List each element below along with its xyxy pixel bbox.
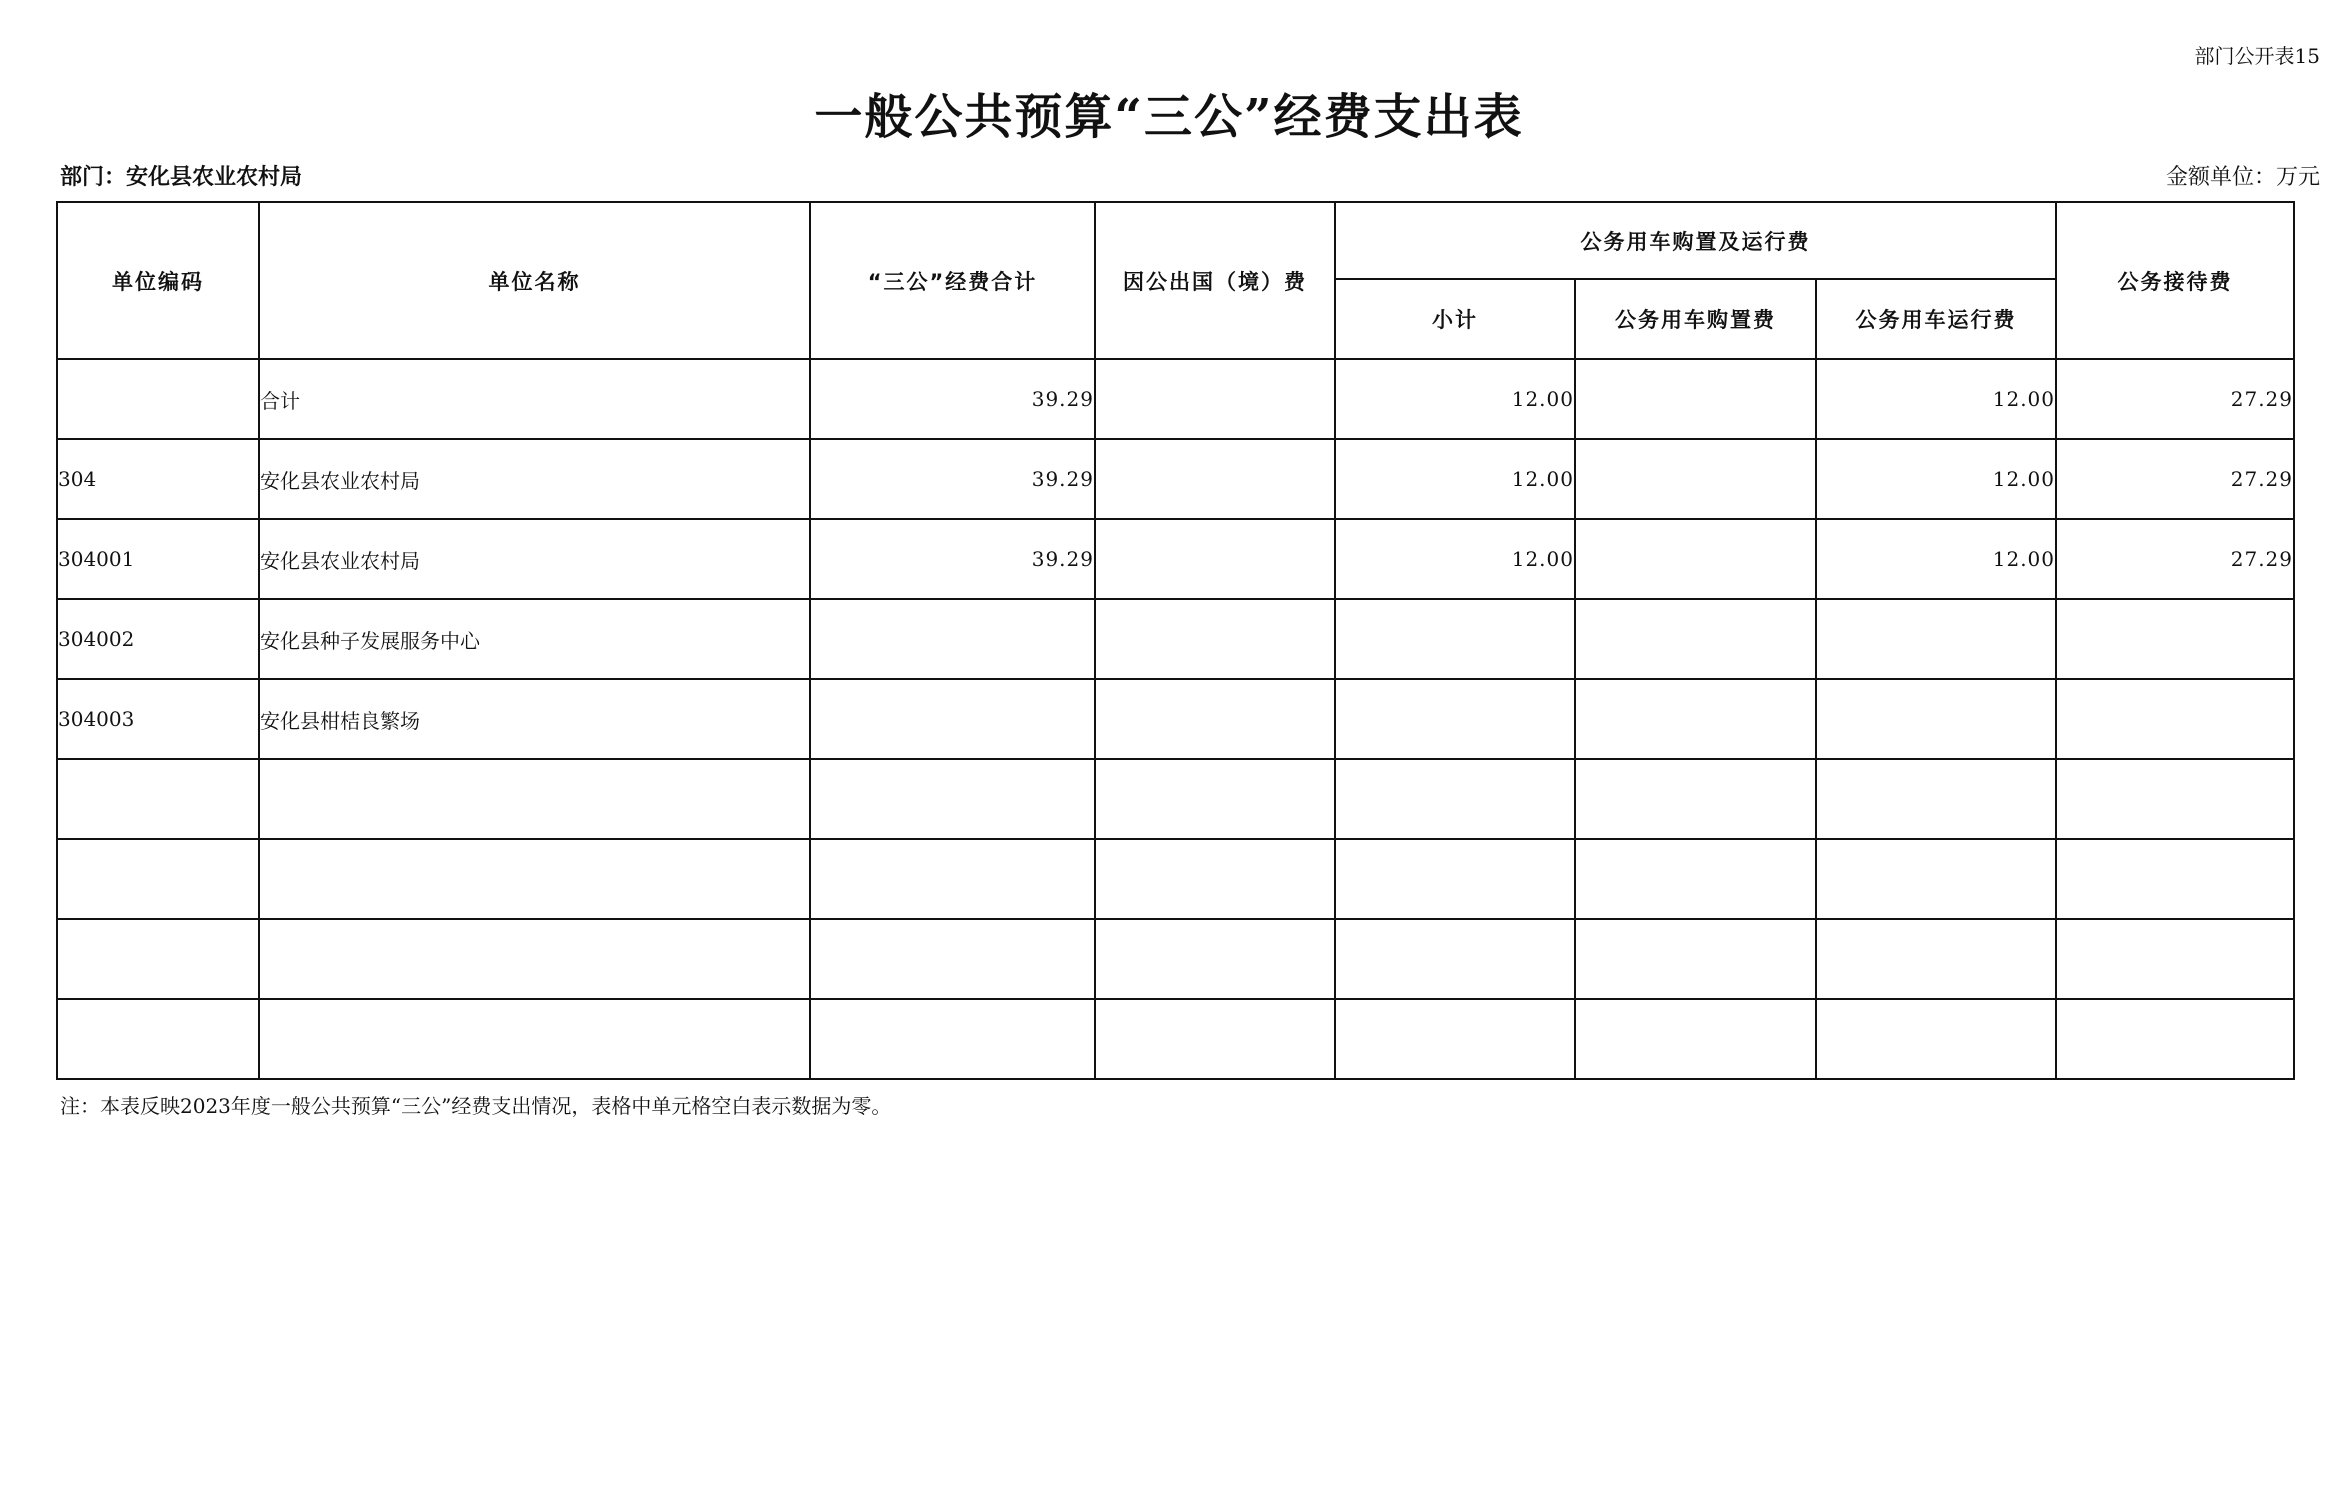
cell-operation <box>1816 839 2056 919</box>
cell-abroad <box>1095 919 1335 999</box>
cell-purchase <box>1575 439 1816 519</box>
table-row-empty <box>57 839 2294 919</box>
header-vehicle-purchase: 公务用车购置费 <box>1575 279 1816 359</box>
cell-operation <box>1816 759 2056 839</box>
cell-name <box>259 919 810 999</box>
cell-name <box>259 999 810 1079</box>
cell-operation <box>1816 599 2056 679</box>
header-unit-code: 单位编码 <box>57 202 259 359</box>
cell-purchase <box>1575 519 1816 599</box>
cell-subtotal <box>1335 839 1575 919</box>
cell-purchase <box>1575 919 1816 999</box>
cell-total <box>810 759 1095 839</box>
table-row <box>57 599 2294 679</box>
header-row-top <box>57 202 2294 279</box>
cell-abroad <box>1095 439 1335 519</box>
cell-operation: 12.00 <box>1816 519 2056 599</box>
cell-name: 合计 <box>259 359 810 439</box>
table-row-empty <box>57 999 2294 1079</box>
cell-abroad <box>1095 599 1335 679</box>
cell-name: 安化县种子发展服务中心 <box>259 599 810 679</box>
cell-abroad <box>1095 679 1335 759</box>
department-label: 部门：安化县农业农村局 <box>60 165 303 190</box>
cell-reception <box>2056 999 2294 1079</box>
cell-subtotal: 12.00 <box>1335 519 1575 599</box>
cell-total <box>810 839 1095 919</box>
cell-purchase <box>1575 999 1816 1079</box>
cell-operation: 12.00 <box>1816 439 2056 519</box>
cell-purchase <box>1575 359 1816 439</box>
cell-code: 304002 <box>57 599 259 679</box>
table-number-label: 部门公开表15 <box>2194 44 2320 68</box>
cell-reception: 27.29 <box>2056 359 2294 439</box>
cell-reception <box>2056 759 2294 839</box>
cell-total <box>810 919 1095 999</box>
table-row <box>57 679 2294 759</box>
cell-total: 39.29 <box>810 359 1095 439</box>
cell-purchase <box>1575 759 1816 839</box>
table-row-empty <box>57 919 2294 999</box>
cell-abroad <box>1095 519 1335 599</box>
cell-reception <box>2056 839 2294 919</box>
cell-subtotal: 12.00 <box>1335 359 1575 439</box>
cell-reception: 27.29 <box>2056 519 2294 599</box>
cell-code <box>57 759 259 839</box>
cell-name: 安化县农业农村局 <box>259 519 810 599</box>
cell-operation <box>1816 919 2056 999</box>
header-reception-expense: 公务接待费 <box>2056 202 2294 359</box>
cell-name: 安化县柑桔良繁场 <box>259 679 810 759</box>
cell-reception <box>2056 919 2294 999</box>
table-row <box>57 439 2294 519</box>
cell-operation <box>1816 679 2056 759</box>
cell-total: 39.29 <box>810 519 1095 599</box>
expenditure-table <box>56 201 2295 1080</box>
cell-subtotal: 12.00 <box>1335 439 1575 519</box>
cell-purchase <box>1575 679 1816 759</box>
cell-total: 39.29 <box>810 439 1095 519</box>
cell-total <box>810 679 1095 759</box>
header-subtotal: 小计 <box>1335 279 1575 359</box>
cell-total <box>810 599 1095 679</box>
cell-subtotal <box>1335 759 1575 839</box>
cell-code: 304003 <box>57 679 259 759</box>
cell-reception <box>2056 679 2294 759</box>
cell-code <box>57 999 259 1079</box>
footnote: 注：本表反映2023年度一般公共预算“三公”经费支出情况，表格中单元格空白表示数据为零。 <box>60 1094 892 1118</box>
cell-abroad <box>1095 839 1335 919</box>
header-vehicle-operation: 公务用车运行费 <box>1816 279 2056 359</box>
table-row-empty <box>57 759 2294 839</box>
cell-code: 304001 <box>57 519 259 599</box>
cell-name <box>259 759 810 839</box>
cell-subtotal <box>1335 679 1575 759</box>
amount-unit-label: 金额单位：万元 <box>2165 165 2320 190</box>
cell-name <box>259 839 810 919</box>
header-three-public-total: “三公”经费合计 <box>810 202 1095 359</box>
cell-subtotal <box>1335 919 1575 999</box>
cell-abroad <box>1095 359 1335 439</box>
cell-subtotal <box>1335 999 1575 1079</box>
header-vehicle-group: 公务用车购置及运行费 <box>1335 202 2056 279</box>
table-row-total <box>57 359 2294 439</box>
cell-name: 安化县农业农村局 <box>259 439 810 519</box>
header-abroad-expense: 因公出国（境）费 <box>1095 202 1335 359</box>
cell-operation <box>1816 999 2056 1079</box>
cell-purchase <box>1575 599 1816 679</box>
cell-operation: 12.00 <box>1816 359 2056 439</box>
cell-code: 304 <box>57 439 259 519</box>
cell-subtotal <box>1335 599 1575 679</box>
table-row <box>57 519 2294 599</box>
cell-purchase <box>1575 839 1816 919</box>
cell-abroad <box>1095 759 1335 839</box>
cell-code <box>57 359 259 439</box>
cell-code <box>57 919 259 999</box>
page-title: 一般公共预算“三公”经费支出表 <box>814 89 1524 145</box>
cell-abroad <box>1095 999 1335 1079</box>
cell-code <box>57 839 259 919</box>
cell-reception <box>2056 599 2294 679</box>
cell-total <box>810 999 1095 1079</box>
header-unit-name: 单位名称 <box>259 202 810 359</box>
cell-reception: 27.29 <box>2056 439 2294 519</box>
